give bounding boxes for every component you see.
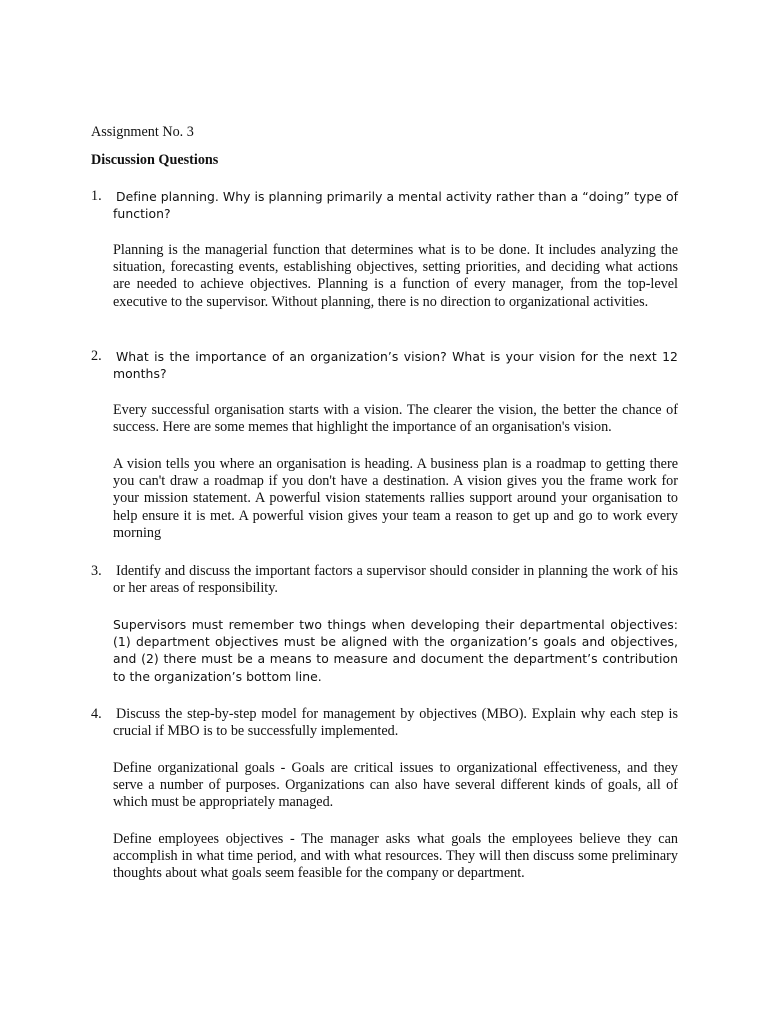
- question-3-number: 3.: [91, 563, 102, 579]
- document-title: Assignment No. 3: [91, 124, 194, 140]
- question-4-number: 4.: [91, 706, 102, 722]
- question-2-number: 2.: [91, 348, 102, 364]
- question-3-answer-1: Supervisors must remember two things when developing their departmental objectives: (1) department objectives must be aligned with the organization’s goals and objectives, and (2) there must be a means to measure and document the department’s contribution to the organization’s bottom line.: [113, 617, 678, 684]
- question-2-answer-2: A vision tells you where an organisation is heading. A business plan is a roadmap to getting there you can't draw a roadmap if you don't have a destination. A vision gives you the frame work for your mission statement. A powerful vision statements rallies support around your organisation to help ensure it is met. A powerful vision gives your team a reason to get up and go to work every morning: [113, 456, 678, 541]
- question-4-answer-2: Define employees objectives - The manager asks what goals the employees believe they can accomplish in what time period, and with what resources. They will then discuss some preliminary thoughts about what goals seem feasible for the company or department.: [113, 831, 678, 882]
- section-heading: Discussion Questions: [91, 152, 219, 168]
- question-2-text: What is the importance of an organization’s vision? What is your vision for the next 12 months?: [113, 349, 678, 382]
- question-3-text: Identify and discuss the important factors a supervisor should consider in planning the work of his or her areas of responsibility.: [113, 563, 678, 597]
- question-4-text: Discuss the step-by-step model for management by objectives (MBO). Explain why each step is crucial if MBO is to be successfully implemented.: [113, 706, 678, 740]
- question-1-number: 1.: [91, 188, 102, 204]
- question-1-answer-1: Planning is the managerial function that determines what is to be done. It includes analyzing the situation, forecasting events, establishing objectives, setting priorities, and deciding what actions are needed to achieve objectives. Planning is a function of every manager, from the top-level executive to the supervisor. Without planning, there is no direction to organizational activities.: [113, 242, 678, 310]
- question-4-answer-1: Define organizational goals - Goals are critical issues to organizational effectiveness, and they serve a number of purposes. Organizations can also have several different kinds of goals, all of which must be appropriately managed.: [113, 760, 678, 811]
- question-2-answer-1: Every successful organisation starts with a vision. The clearer the vision, the better the chance of success. Here are some memes that highlight the importance of an organisation's vision.: [113, 402, 678, 436]
- question-1-text: Define planning. Why is planning primarily a mental activity rather than a “doing” type of function?: [113, 189, 678, 222]
